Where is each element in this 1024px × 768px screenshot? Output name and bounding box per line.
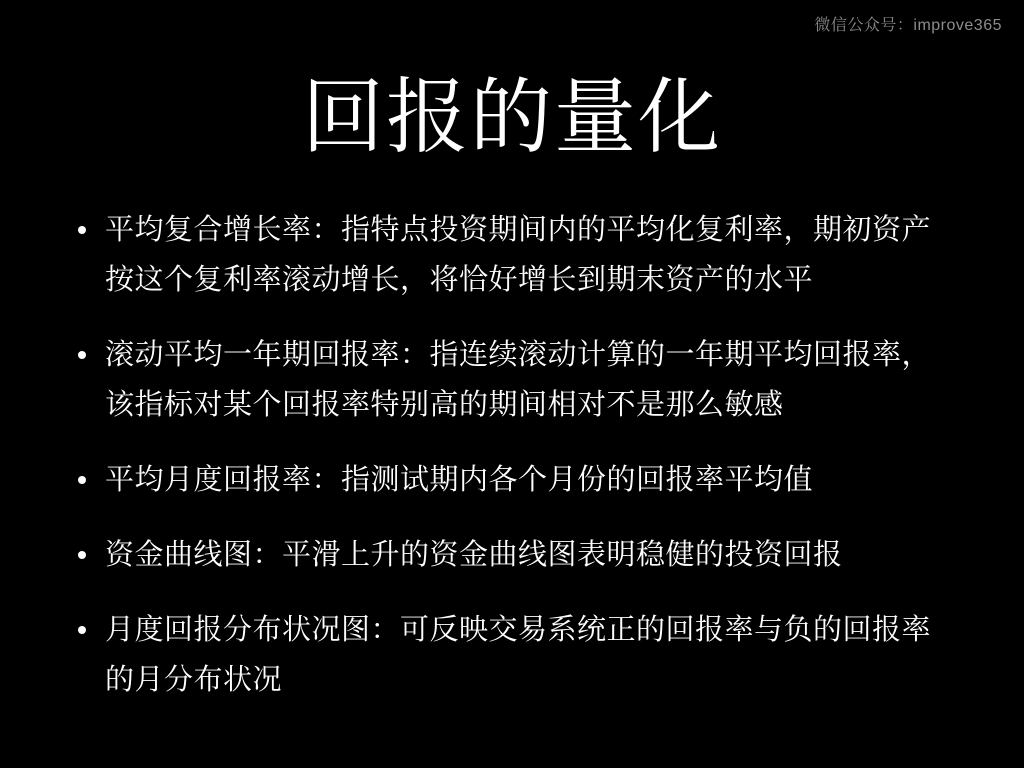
bullet-dot-icon [78, 351, 86, 359]
bullet-text: 资金曲线图：平滑上升的资金曲线图表明稳健的投资回报 [105, 539, 843, 571]
bullet-dot-icon [78, 626, 86, 634]
bullet-text: 月度回报分布状况图：可反映交易系统正的回报率与负的回报率的月分布状况 [105, 614, 932, 696]
page-title: 回报的量化 [301, 72, 722, 163]
bullet-text: 滚动平均一年期回报率：指连续滚动计算的一年期平均回报率，该指标对某个回报率特别高的期间相对不是那么敏感 [105, 339, 932, 421]
bullet-text: 平均月度回报率：指测试期内各个月份的回报率平均值 [105, 464, 814, 496]
bullet-item [78, 530, 946, 580]
watermark: 微信公众号：improve365 [814, 17, 1002, 34]
bullet-dot-icon [78, 476, 86, 484]
bullet-item [78, 205, 946, 305]
bullet-text: 平均复合增长率：指特点投资期间内的平均化复利率，期初资产按这个复利率滚动增长，将恰好增长到期末资产的水平 [105, 214, 932, 296]
bullet-item [78, 455, 946, 505]
bullet-item [78, 605, 946, 705]
bullet-item [78, 330, 946, 430]
bullet-list [78, 205, 946, 730]
bullet-dot-icon [78, 226, 86, 234]
bullet-dot-icon [78, 551, 86, 559]
